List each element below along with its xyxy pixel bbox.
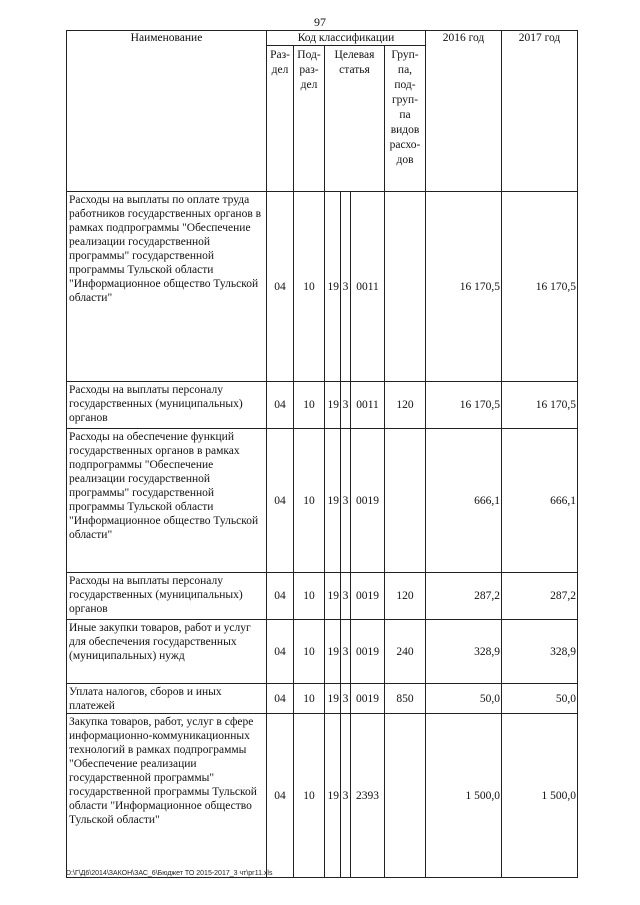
cell-cs2: 3 [341, 714, 351, 878]
cell-v2017: 16 170,5 [502, 382, 578, 429]
cell-cs2: 3 [341, 573, 351, 620]
cell-group: 120 [385, 382, 426, 429]
cell-cs3: 0019 [351, 429, 385, 573]
header-razdel: Раз- дел [267, 46, 294, 192]
cell-cs3: 0019 [351, 684, 385, 714]
cell-cs1: 19 [325, 192, 341, 382]
cell-razdel: 04 [267, 192, 294, 382]
cell-name: Иные закупки товаров, работ и услуг для обеспечения государственных (муниципальных) нужд [67, 620, 267, 684]
cell-name: Расходы на выплаты по оплате труда работников государственных органов в рамках подпрограммы "Обеспечение реализации государственной программы" государственной программы Тульской области "Информационное общество Тульской области" [67, 192, 267, 382]
cell-v2016: 287,2 [426, 573, 502, 620]
cell-group: 120 [385, 573, 426, 620]
cell-podrazdel: 10 [294, 620, 325, 684]
cell-v2017: 328,9 [502, 620, 578, 684]
cell-name: Расходы на выплаты персоналу государственных (муниципальных) органов [67, 382, 267, 429]
header-expense-group: Груп- па, под- груп- па видов расхо- дов [385, 46, 426, 192]
cell-v2017: 50,0 [502, 684, 578, 714]
cell-razdel: 04 [267, 620, 294, 684]
cell-group [385, 192, 426, 382]
cell-podrazdel: 10 [294, 382, 325, 429]
cell-cs3: 0019 [351, 573, 385, 620]
cell-podrazdel: 10 [294, 192, 325, 382]
table-row [67, 573, 578, 620]
cell-cs3: 0019 [351, 620, 385, 684]
cell-v2016: 50,0 [426, 684, 502, 714]
cell-group: 850 [385, 684, 426, 714]
cell-v2016: 1 500,0 [426, 714, 502, 878]
header-podrazdel: Под- раз- дел [294, 46, 325, 192]
header-code-classification: Код классификации [267, 31, 426, 46]
cell-cs2: 3 [341, 429, 351, 573]
cell-name: Расходы на обеспечение функций государственных органов в рамках подпрограммы "Обеспечение реализации государственной программы" государственной программы Тульской области "Информационное общество Тульской области" [67, 429, 267, 573]
cell-cs1: 19 [325, 382, 341, 429]
cell-group [385, 714, 426, 878]
table-row [67, 620, 578, 684]
cell-cs1: 19 [325, 620, 341, 684]
cell-v2016: 328,9 [426, 620, 502, 684]
file-path-footer: D:\Г\Д6\2014\ЗАКОН\ЗАС_6\Бюджет ТО 2015-2017_3 чт\рг11.xls [66, 870, 273, 877]
cell-cs1: 19 [325, 684, 341, 714]
cell-razdel: 04 [267, 714, 294, 878]
cell-cs3: 2393 [351, 714, 385, 878]
header-2016: 2016 год [426, 31, 502, 192]
cell-name: Уплата налогов, сборов и иных платежей [67, 684, 267, 714]
page-number: 97 [314, 15, 326, 29]
cell-v2017: 666,1 [502, 429, 578, 573]
cell-v2016: 16 170,5 [426, 382, 502, 429]
cell-v2016: 666,1 [426, 429, 502, 573]
table-row [67, 382, 578, 429]
cell-podrazdel: 10 [294, 429, 325, 573]
cell-name: Закупка товаров, работ, услуг в сфере информационно-коммуникационных технологий в рамках подпрограммы "Обеспечение реализации государственной программы" государственной программы Тульской области "Информационное общество Тульской области" [67, 714, 267, 878]
header-name: Наименование [67, 31, 267, 192]
cell-v2017: 1 500,0 [502, 714, 578, 878]
cell-razdel: 04 [267, 684, 294, 714]
cell-razdel: 04 [267, 382, 294, 429]
cell-cs2: 3 [341, 382, 351, 429]
header-target-article: Целевая статья [325, 46, 385, 192]
cell-name: Расходы на выплаты персоналу государственных (муниципальных) органов [67, 573, 267, 620]
table-row [67, 684, 578, 714]
table-row [67, 714, 578, 878]
header-2017: 2017 год [502, 31, 578, 192]
table-row [67, 429, 578, 573]
cell-razdel: 04 [267, 429, 294, 573]
cell-cs2: 3 [341, 192, 351, 382]
cell-v2017: 16 170,5 [502, 192, 578, 382]
table-row [67, 192, 578, 382]
cell-razdel: 04 [267, 573, 294, 620]
cell-podrazdel: 10 [294, 573, 325, 620]
cell-cs1: 19 [325, 573, 341, 620]
cell-cs1: 19 [325, 714, 341, 878]
budget-table [66, 30, 578, 878]
cell-podrazdel: 10 [294, 714, 325, 878]
cell-cs3: 0011 [351, 192, 385, 382]
cell-group: 240 [385, 620, 426, 684]
cell-cs2: 3 [341, 620, 351, 684]
cell-cs3: 0011 [351, 382, 385, 429]
cell-cs1: 19 [325, 429, 341, 573]
cell-v2017: 287,2 [502, 573, 578, 620]
cell-cs2: 3 [341, 684, 351, 714]
cell-v2016: 16 170,5 [426, 192, 502, 382]
cell-podrazdel: 10 [294, 684, 325, 714]
cell-group [385, 429, 426, 573]
